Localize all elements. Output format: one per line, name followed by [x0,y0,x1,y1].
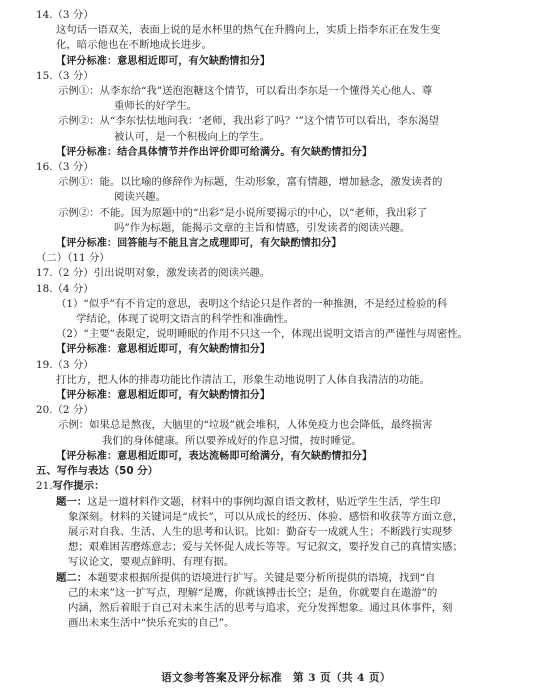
q19-standard: 【评分标准：意思相近即可，有欠缺酌情扣分】 [56,390,271,402]
q21-heading [36,479,512,494]
q21-topic-1-cont: 想；艰难困苦磨炼意志；爱与关怀促人成长等等。写记叙文，要抒发自己的真情实感； [68,541,463,554]
q16-example-1: 示例①：能。以比喻的修辞作为标题，生动形象，富有情趣，增加悬念，激发读者的 [58,176,443,189]
q14-answer-line: 这句话一语双关，表面上说的是水杯里的热气在升腾向上，实质上指李东正在发生变 [56,24,441,37]
q19-number: 19.（3 分） [36,358,94,371]
q21-topic-2-cont: 内涵，然后着眼于自己对未来生活的思考与追求，充分发挥想象。通过具体事件，刻 [68,601,453,614]
q21-topic-1-line [36,495,512,510]
q16-example-2-cont: 吗”作为标题，能揭示文章的主旨和情感，引发读者的阅读兴趣。 [114,221,411,234]
q20-example-cont: 我们的身体健康。所以要养成好的作息习惯，按时睡觉。 [102,434,362,447]
q18-point-1-cont: 学结论，体现了说明文语言的科学性和准确性。 [76,313,295,326]
q18-number: 18.（4 分） [36,282,94,295]
q18-point-1: （1）“似乎”有不肯定的意思，表明这个结论只是作者的一种推测，不是经过检验的科 [56,297,448,310]
q18-point-2: （2）“主要”表限定，说明睡眠的作用不只这一个，体现出说明文语言的严谨性与周密性。 [56,328,469,341]
q21-topic-1-cont: 写议论文，要观点鲜明、有理有据。 [68,556,235,569]
q18-standard: 【评分标准：意思相近即可，有欠缺酌情扣分】 [56,344,271,356]
q14-standard: 【评分标准：意思相近即可，有欠缺酌情扣分】 [56,55,271,67]
q20-example: 示例：如果总是熬夜，大脑里的“垃圾”就会堆积，人体免疫力也会降低，最终损害 [58,419,433,432]
q17-answer: 17.（2 分）引出说明对象，激发读者的阅读兴趣。 [36,267,271,280]
q21-topic-2-cont: 画出未来生活中“快乐充实的自己”。 [68,617,235,630]
section-5-heading: 五、写作与表达（50 分） [36,465,158,478]
q21-topic-2-line [36,571,512,586]
q15-number: 15.（3 分） [36,69,94,82]
q16-example-1-cont: 阅读兴趣。 [114,191,166,204]
q21-topic-1-text: 这是一道材料作文题，材料中的事例均源自语文教材，贴近学生生活，学生印 [87,495,441,508]
q21-topic-1-cont: 展示对自我、生活、人生的思考和认识。比如：勤奋专一成就人生；不断践行实现梦 [68,525,453,538]
q15-example-2: 示例②：从“李东怯怯地问我：‘老师，我出彩了吗？’”这个情节可以看出，李东渴望 [58,115,439,128]
q21-number: 21. [36,480,53,493]
q20-number: 20.（2 分） [36,404,94,417]
q16-number: 16.（3 分） [36,161,94,174]
q14-number: 14.（3 分） [36,9,94,21]
part-2-heading: （二）（11 分） [36,252,110,265]
q21-topic-2-cont: 己的未来”这一扩写点，理解“是鹰，你就该搏击长空；是鱼，你就要自在遨游”的 [68,586,438,599]
q21-topic-1-cont: 象深刻。材料的关键词是“成长”，可以从成长的经历、体验、感悟和收获等方面立意， [68,510,464,523]
q21-topic-2-text: 本题要求根据所提供的语境进行扩写。关键是要分析所提供的语境，找到“自 [87,571,436,584]
q21-topic-1-label: 题一： [56,495,88,508]
q15-example-1: 示例①：从李东给“我”送泡泡糖这个情节，可以看出李东是一个懂得关心他人、尊 [58,85,433,98]
q21-hint-label: 写作提示： [52,480,105,493]
q20-standard: 【评分标准：意思相近即可，表达流畅即可给满分，有欠缺酌情扣分】 [56,450,373,462]
q19-answer: 打比方，把人体的排毒功能比作清洁工，形象生动地说明了人体自我清洁的功能。 [56,373,431,386]
q21-topic-2-label: 题二： [56,571,88,584]
page-footer: 语文参考答案及评分标准 第 3 页（共 4 页） [161,672,391,684]
q15-standard: 【评分标准：结合具体情节并作出评价即可给满分。有欠缺酌情扣分】 [56,146,373,158]
q15-example-2-cont: 被认可，是一个积极向上的学生。 [114,130,270,143]
q16-standard: 【评分标准：回答能与不能且言之成理即可，有欠缺酌情扣分】 [56,238,342,250]
q14-answer-line: 化，暗示他也在不断地成长进步。 [56,39,212,52]
q15-example-1-cont: 重师长的好学生。 [114,100,198,113]
q16-example-2: 示例②：不能。因为原题中的“出彩”是小说所要揭示的中心，以“老师，我出彩了 [58,206,428,219]
